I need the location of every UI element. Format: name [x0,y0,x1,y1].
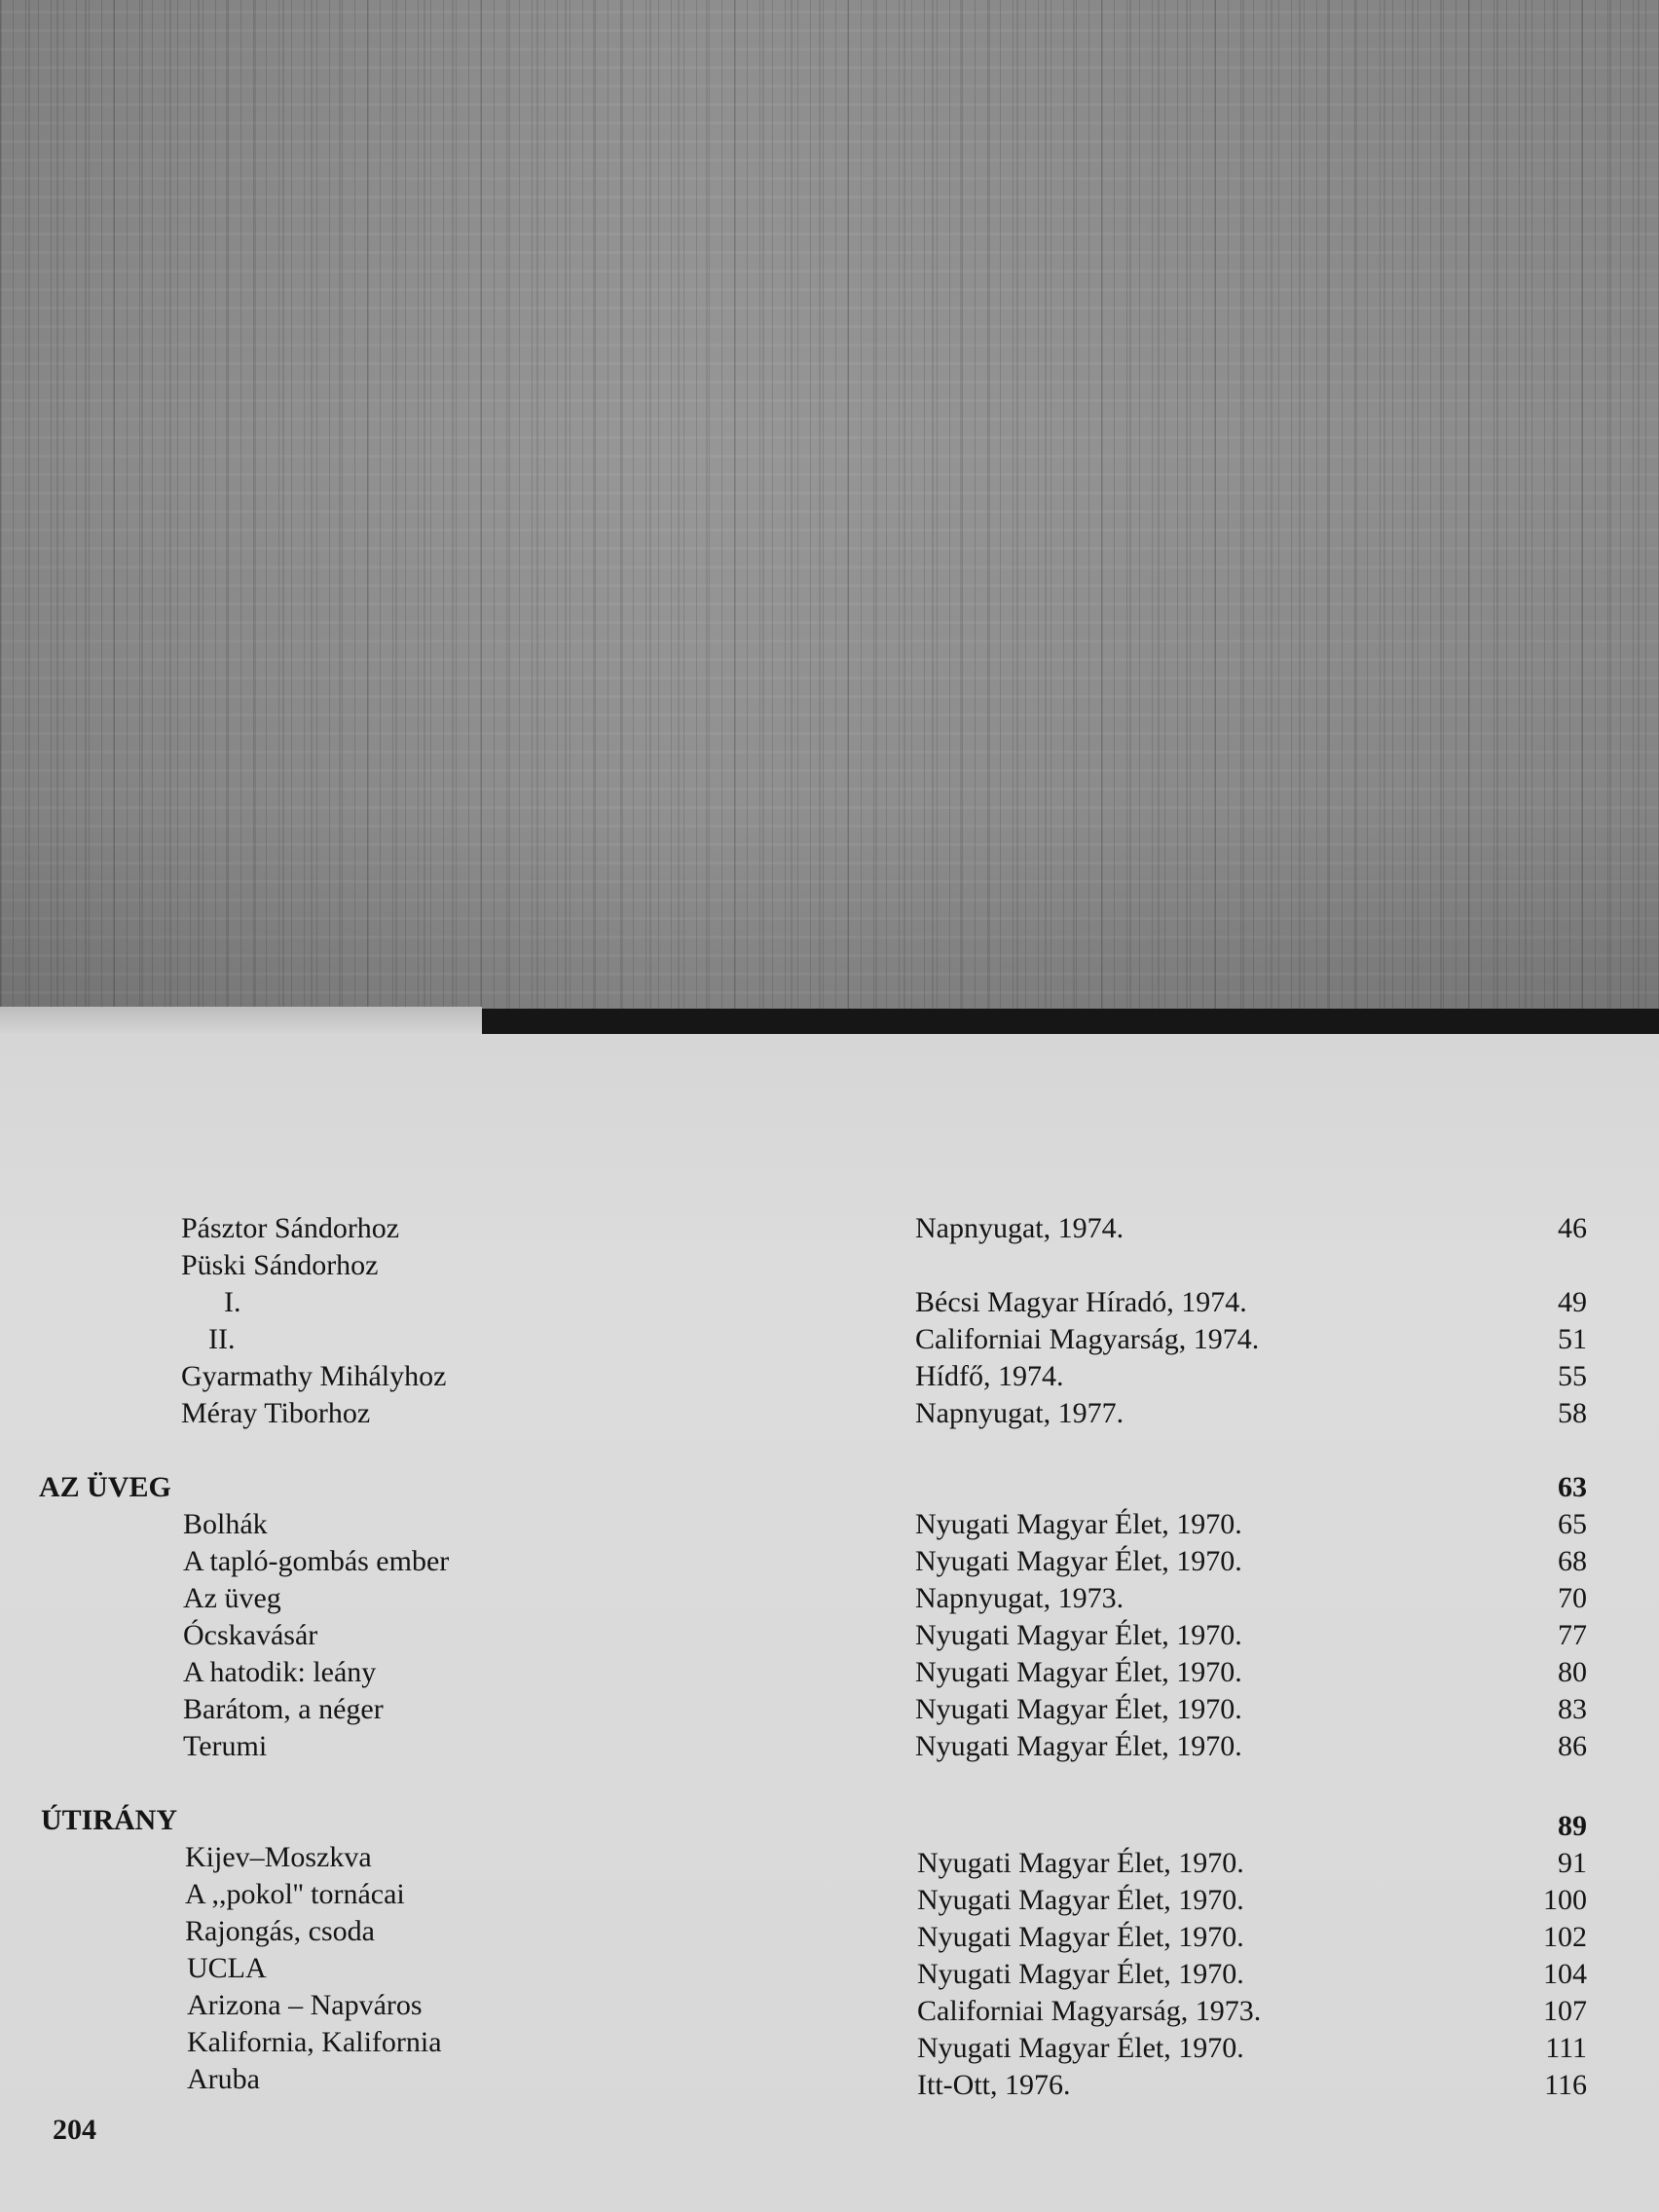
entry-page: 70 [1558,1582,1587,1614]
entry-source: Nyugati Magyar Élet, 1970. [915,1545,1242,1577]
entry-page: 55 [1558,1360,1587,1392]
entry-title: I. [224,1286,241,1318]
entry-page: 116 [1544,2069,1587,2101]
entry-source: Nyugati Magyar Élet, 1970. [917,2032,1244,2064]
entry-title: UCLA [187,1952,267,1984]
entry-source: Nyugati Magyar Élet, 1970. [915,1619,1242,1651]
entry-title: Bolhák [183,1508,268,1540]
entry-source: Nyugati Magyar Élet, 1970. [917,1921,1244,1953]
entry-title: Aruba [187,2063,260,2095]
entry-page: 77 [1558,1619,1587,1651]
entry-page: 51 [1558,1323,1587,1355]
entry-source: Itt-Ott, 1976. [917,2069,1071,2101]
entry-page: 83 [1558,1693,1587,1725]
entry-title: Rajongás, csoda [185,1915,375,1947]
entry-source: Californiai Magyarság, 1973. [917,1995,1262,2027]
contents-page [0,1034,1659,2212]
entry-title: Gyarmathy Mihályhoz [181,1360,447,1392]
entry-title: Terumi [183,1730,268,1762]
section-heading: ÚTIRÁNY [41,1804,178,1836]
entry-page: 49 [1558,1286,1587,1318]
entry-page: 91 [1558,1847,1587,1879]
entry-page: 111 [1545,2032,1587,2064]
entry-source: Napnyugat, 1974. [915,1212,1124,1244]
entry-page: 46 [1558,1212,1587,1244]
entry-source: Napnyugat, 1973. [915,1582,1124,1614]
entry-title: A ,,pokol'' tornácai [185,1878,405,1910]
cover-shading [0,0,1659,1013]
entry-title: Méray Tiborhoz [181,1397,371,1429]
entry-page: 107 [1543,1995,1587,2027]
entry-title: Kijev–Moszkva [185,1841,372,1873]
entry-source: Nyugati Magyar Élet, 1970. [917,1884,1244,1916]
entry-source: Hídfő, 1974. [915,1360,1064,1392]
entry-source: Nyugati Magyar Élet, 1970. [915,1730,1242,1762]
entry-page: 100 [1543,1884,1587,1916]
entry-title: Püski Sándorhoz [181,1249,379,1281]
entry-page: 104 [1543,1958,1587,1990]
entry-source: Nyugati Magyar Élet, 1970. [917,1958,1244,1990]
entry-source: Californiai Magyarság, 1974. [915,1323,1260,1355]
entry-page: 68 [1558,1545,1587,1577]
entry-page: 80 [1558,1656,1587,1688]
entry-title: Ócskavásár [183,1619,318,1651]
entry-page: 58 [1558,1397,1587,1429]
entry-source: Nyugati Magyar Élet, 1970. [917,1847,1244,1879]
entry-source: Nyugati Magyar Élet, 1970. [915,1508,1242,1540]
entry-title: Barátom, a néger [183,1693,384,1725]
entry-title: A tapló-gombás ember [183,1545,450,1577]
entry-source: Nyugati Magyar Élet, 1970. [915,1656,1242,1688]
entry-title: A hatodik: leány [183,1656,377,1688]
entry-title: Az üveg [183,1582,281,1614]
entry-source: Bécsi Magyar Híradó, 1974. [915,1286,1247,1318]
entry-page: 65 [1558,1508,1587,1540]
section-page: 63 [1558,1471,1587,1503]
entry-page: 86 [1558,1730,1587,1762]
section-page: 89 [1558,1810,1587,1842]
entry-title: Kalifornia, Kalifornia [187,2026,442,2058]
page-number: 204 [53,2114,96,2146]
entry-source: Napnyugat, 1977. [915,1397,1124,1429]
entry-title: II. [208,1323,236,1355]
entry-title: Pásztor Sándorhoz [181,1212,400,1244]
section-heading: AZ ÜVEG [39,1471,171,1503]
entry-title: Arizona – Napváros [187,1989,423,2021]
entry-source: Nyugati Magyar Élet, 1970. [915,1693,1242,1725]
entry-page: 102 [1543,1921,1587,1953]
